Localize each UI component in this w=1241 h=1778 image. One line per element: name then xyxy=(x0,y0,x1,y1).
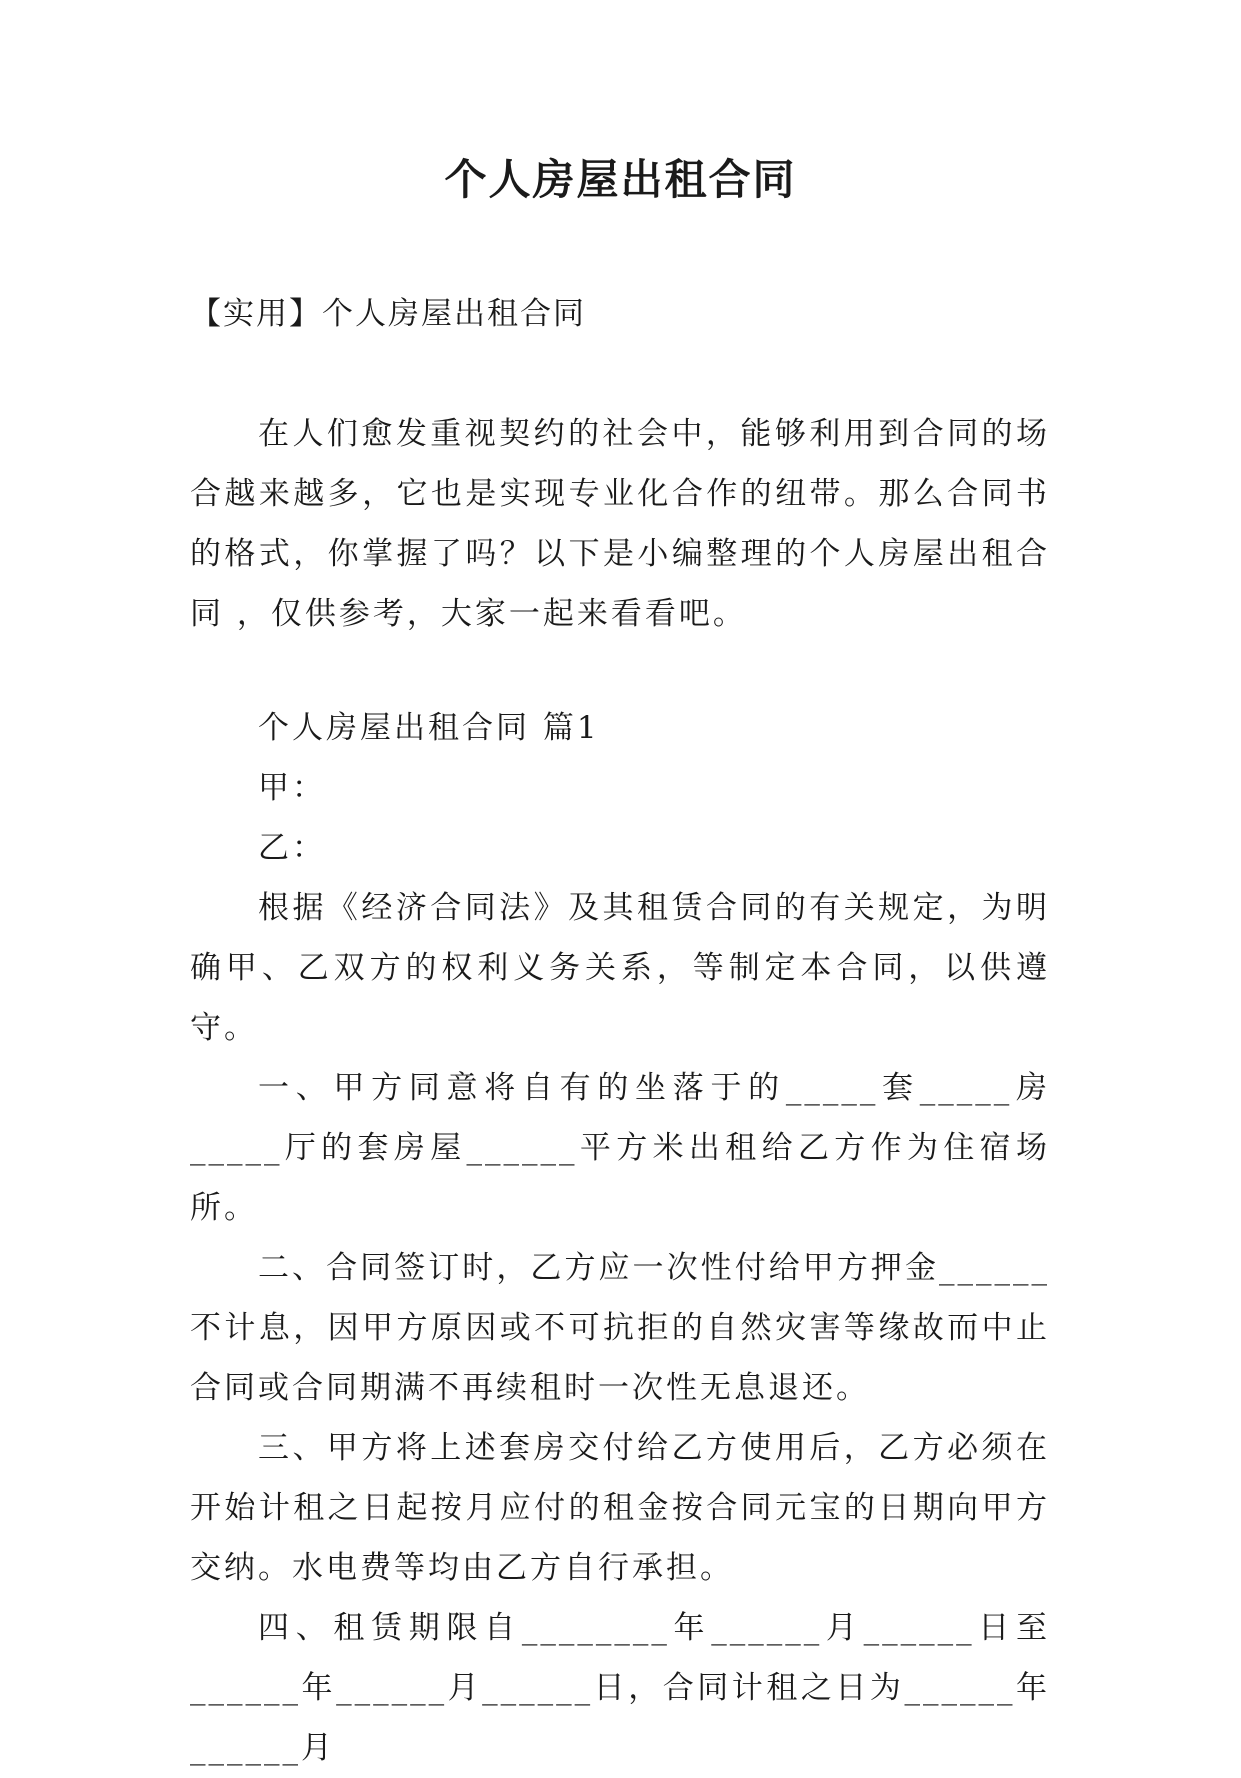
clause-3: 三、甲方将上述套房交付给乙方使用后，乙方必须在开始计租之日起按月应付的租金按合同元宝的日期向甲方交纳。水电费等均由乙方自行承担。 xyxy=(190,1430,1050,1586)
preamble-paragraph: 根据《经济合同法》及其租赁合同的有关规定，为明确甲、乙双方的权利义务关系，等制定本合同，以供遵守。 xyxy=(190,890,1050,1046)
clause-2: 二、合同签订时，乙方应一次性付给甲方押金______不计息，因甲方原因或不可抗拒的自然灾害等缘故而中止合同或合同期满不再续租时一次性无息退还。 xyxy=(190,1250,1050,1406)
intro-paragraph: 在人们愈发重视契约的社会中，能够利用到合同的场合越来越多，它也是实现专业化合作的纽带。那么合同书的格式，你掌握了吗？以下是小编整理的个人房屋出租合同 ，仅供参考，大家一起来看看吧。 xyxy=(190,416,1050,632)
intro-section xyxy=(190,404,1050,644)
section-heading: 个人房屋出租合同 篇1 xyxy=(258,710,600,746)
party-b-line: 乙： xyxy=(258,830,326,866)
document-subtitle: 【实用】个人房屋出租合同 xyxy=(190,296,586,332)
party-a-line: 甲： xyxy=(258,770,326,806)
clause-4: 四、租赁期限自________年______月______日至______年______月______日，合同计租之日为______年______月 xyxy=(190,1610,1050,1766)
contract-section xyxy=(190,698,1050,1778)
clause-1: 一、甲方同意将自有的坐落于的_____套_____房_____厅的套房屋______平方米出租给乙方作为住宿场所。 xyxy=(190,1070,1050,1226)
document-title: 个人房屋出租合同 xyxy=(444,155,797,204)
